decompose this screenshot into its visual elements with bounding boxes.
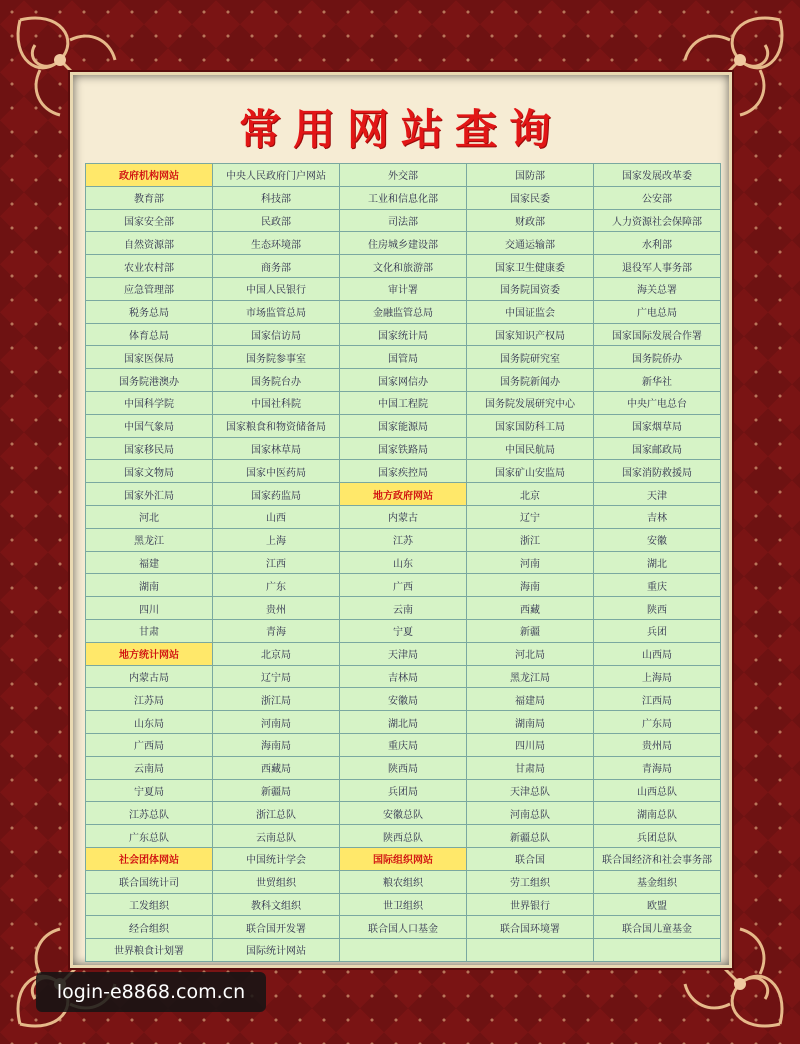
site-link[interactable]: 交通运输部	[467, 232, 594, 255]
site-link[interactable]: 联合国统计司	[86, 870, 213, 893]
site-link[interactable]: 湖南总队	[594, 802, 721, 825]
site-link[interactable]: 劳工组织	[467, 870, 594, 893]
site-link[interactable]: 司法部	[340, 209, 467, 232]
site-link[interactable]: 辽宁	[467, 505, 594, 528]
section-header: 国际组织网站	[340, 847, 467, 870]
site-link[interactable]: 湖北	[594, 551, 721, 574]
site-link[interactable]: 国家烟草局	[594, 414, 721, 437]
site-link[interactable]: 海南	[467, 574, 594, 597]
empty-cell	[340, 939, 467, 962]
table-row	[86, 711, 721, 734]
table-row	[86, 300, 721, 323]
site-link[interactable]: 人力资源社会保障部	[594, 209, 721, 232]
site-link[interactable]: 世界粮食计划署	[86, 939, 213, 962]
site-link[interactable]: 国家能源局	[340, 414, 467, 437]
site-link[interactable]: 河北局	[467, 642, 594, 665]
site-link[interactable]: 广东总队	[86, 825, 213, 848]
site-link[interactable]: 市场监管总局	[213, 300, 340, 323]
empty-cell	[594, 939, 721, 962]
site-link[interactable]: 上海局	[594, 665, 721, 688]
site-link[interactable]: 兵团局	[340, 779, 467, 802]
site-link[interactable]: 国家铁路局	[340, 437, 467, 460]
site-link[interactable]: 浙江总队	[213, 802, 340, 825]
site-link[interactable]: 国家卫生健康委	[467, 255, 594, 278]
site-link[interactable]: 江苏局	[86, 688, 213, 711]
table-row	[86, 939, 721, 962]
table-row	[86, 847, 721, 870]
site-link[interactable]: 江苏总队	[86, 802, 213, 825]
site-link[interactable]: 山西总队	[594, 779, 721, 802]
site-link[interactable]: 经合组织	[86, 916, 213, 939]
site-link[interactable]: 广电总局	[594, 300, 721, 323]
site-link[interactable]: 云南	[340, 597, 467, 620]
site-link[interactable]: 中国证监会	[467, 300, 594, 323]
site-link[interactable]: 安徽	[594, 528, 721, 551]
site-link[interactable]: 天津	[594, 483, 721, 506]
site-link[interactable]: 教育部	[86, 186, 213, 209]
site-link[interactable]: 中国民航局	[467, 437, 594, 460]
site-link[interactable]: 广东	[213, 574, 340, 597]
site-link[interactable]: 中国气象局	[86, 414, 213, 437]
site-link[interactable]: 商务部	[213, 255, 340, 278]
watermark: login-e8868.com.cn	[36, 972, 266, 1012]
site-link[interactable]: 福建局	[467, 688, 594, 711]
site-link[interactable]: 重庆局	[340, 733, 467, 756]
site-link[interactable]: 甘肃	[86, 619, 213, 642]
site-link[interactable]: 天津总队	[467, 779, 594, 802]
site-link[interactable]: 山西	[213, 505, 340, 528]
site-link[interactable]: 国家发展改革委	[594, 164, 721, 187]
site-link[interactable]: 四川局	[467, 733, 594, 756]
site-link[interactable]: 金融监管总局	[340, 300, 467, 323]
site-link[interactable]: 四川	[86, 597, 213, 620]
table-row	[86, 369, 721, 392]
table-row	[86, 619, 721, 642]
table-row	[86, 277, 721, 300]
site-link[interactable]: 中央人民政府门户网站	[213, 164, 340, 187]
site-link[interactable]: 公安部	[594, 186, 721, 209]
table-row	[86, 437, 721, 460]
site-link[interactable]: 国家中医药局	[213, 460, 340, 483]
site-link[interactable]: 国家文物局	[86, 460, 213, 483]
site-link[interactable]: 天津局	[340, 642, 467, 665]
site-link[interactable]: 应急管理部	[86, 277, 213, 300]
section-header: 地方统计网站	[86, 642, 213, 665]
site-link[interactable]: 江苏	[340, 528, 467, 551]
site-link[interactable]: 内蒙古	[340, 505, 467, 528]
site-link[interactable]: 国家网信办	[340, 369, 467, 392]
site-link[interactable]: 中国统计学会	[213, 847, 340, 870]
site-link[interactable]: 世界银行	[467, 893, 594, 916]
site-link[interactable]: 国务院新闻办	[467, 369, 594, 392]
table-row	[86, 574, 721, 597]
site-link[interactable]: 联合国	[467, 847, 594, 870]
site-link[interactable]: 联合国环境署	[467, 916, 594, 939]
site-link[interactable]: 新疆	[467, 619, 594, 642]
table-row	[86, 323, 721, 346]
site-link[interactable]: 陕西	[594, 597, 721, 620]
site-link[interactable]: 新华社	[594, 369, 721, 392]
site-link[interactable]: 财政部	[467, 209, 594, 232]
site-link[interactable]: 中央广电总台	[594, 391, 721, 414]
table-row	[86, 665, 721, 688]
site-link[interactable]: 黑龙江	[86, 528, 213, 551]
site-link[interactable]: 国家国防科工局	[467, 414, 594, 437]
site-link[interactable]: 民政部	[213, 209, 340, 232]
site-link[interactable]: 国务院港澳办	[86, 369, 213, 392]
site-link[interactable]: 安徽总队	[340, 802, 467, 825]
site-link[interactable]: 吉林局	[340, 665, 467, 688]
page-title: 常用网站查询	[238, 105, 563, 154]
table-row	[86, 688, 721, 711]
section-header: 政府机构网站	[86, 164, 213, 187]
site-link[interactable]: 新疆总队	[467, 825, 594, 848]
site-link[interactable]: 国家医保局	[86, 346, 213, 369]
site-link[interactable]: 广西	[340, 574, 467, 597]
site-link[interactable]: 国务院侨办	[594, 346, 721, 369]
site-link[interactable]: 国家粮食和物资储备局	[213, 414, 340, 437]
site-link[interactable]: 上海	[213, 528, 340, 551]
table-row	[86, 505, 721, 528]
site-link[interactable]: 联合国儿童基金	[594, 916, 721, 939]
table-row	[86, 460, 721, 483]
site-link[interactable]: 湖南局	[467, 711, 594, 734]
site-link[interactable]: 青海局	[594, 756, 721, 779]
site-link[interactable]: 河北	[86, 505, 213, 528]
site-link[interactable]: 中国工程院	[340, 391, 467, 414]
site-link[interactable]: 外交部	[340, 164, 467, 187]
site-link[interactable]: 水利部	[594, 232, 721, 255]
site-link[interactable]: 退役军人事务部	[594, 255, 721, 278]
site-link[interactable]: 国家消防救援局	[594, 460, 721, 483]
site-link[interactable]: 国家药监局	[213, 483, 340, 506]
site-link[interactable]: 国务院参事室	[213, 346, 340, 369]
table-row	[86, 733, 721, 756]
site-link[interactable]: 云南局	[86, 756, 213, 779]
site-link[interactable]: 审计署	[340, 277, 467, 300]
site-link[interactable]: 宁夏	[340, 619, 467, 642]
site-link[interactable]: 国家疾控局	[340, 460, 467, 483]
site-link[interactable]: 工发组织	[86, 893, 213, 916]
site-link[interactable]: 辽宁局	[213, 665, 340, 688]
site-link[interactable]: 内蒙古局	[86, 665, 213, 688]
content-panel	[70, 72, 732, 968]
site-link[interactable]: 中国人民银行	[213, 277, 340, 300]
site-link[interactable]: 广东局	[594, 711, 721, 734]
site-link[interactable]: 山东	[340, 551, 467, 574]
table-row	[86, 186, 721, 209]
site-link[interactable]: 国家信访局	[213, 323, 340, 346]
site-link[interactable]: 青海	[213, 619, 340, 642]
site-link[interactable]: 河南局	[213, 711, 340, 734]
site-link[interactable]: 农业农村部	[86, 255, 213, 278]
table-row	[86, 802, 721, 825]
site-link[interactable]: 国家知识产权局	[467, 323, 594, 346]
site-link[interactable]: 欧盟	[594, 893, 721, 916]
site-link[interactable]: 吉林	[594, 505, 721, 528]
site-link[interactable]: 税务总局	[86, 300, 213, 323]
site-link[interactable]: 国务院研究室	[467, 346, 594, 369]
site-link[interactable]: 江西局	[594, 688, 721, 711]
table-row	[86, 483, 721, 506]
site-link[interactable]: 浙江	[467, 528, 594, 551]
site-link[interactable]: 国家安全部	[86, 209, 213, 232]
site-link[interactable]: 浙江局	[213, 688, 340, 711]
table-row	[86, 164, 721, 187]
site-link[interactable]: 兵团总队	[594, 825, 721, 848]
site-link[interactable]: 贵州局	[594, 733, 721, 756]
site-link[interactable]: 生态环境部	[213, 232, 340, 255]
site-link[interactable]: 甘肃局	[467, 756, 594, 779]
site-link[interactable]: 基金组织	[594, 870, 721, 893]
site-link[interactable]: 重庆	[594, 574, 721, 597]
site-link[interactable]: 福建	[86, 551, 213, 574]
table-row	[86, 779, 721, 802]
site-link[interactable]: 国家林草局	[213, 437, 340, 460]
site-link[interactable]: 中国社科院	[213, 391, 340, 414]
site-link[interactable]: 工业和信息化部	[340, 186, 467, 209]
table-row	[86, 642, 721, 665]
table-row	[86, 916, 721, 939]
table-row	[86, 756, 721, 779]
table-row	[86, 825, 721, 848]
site-link[interactable]: 河南总队	[467, 802, 594, 825]
site-link[interactable]: 世卫组织	[340, 893, 467, 916]
section-header: 社会团体网站	[86, 847, 213, 870]
site-link[interactable]: 粮农组织	[340, 870, 467, 893]
site-link[interactable]: 湖南	[86, 574, 213, 597]
site-link[interactable]: 国家统计局	[340, 323, 467, 346]
site-link[interactable]: 西藏局	[213, 756, 340, 779]
site-link[interactable]: 科技部	[213, 186, 340, 209]
site-link[interactable]: 国务院发展研究中心	[467, 391, 594, 414]
table-row	[86, 209, 721, 232]
site-link[interactable]: 山西局	[594, 642, 721, 665]
table-row	[86, 597, 721, 620]
site-link[interactable]: 中国科学院	[86, 391, 213, 414]
site-link[interactable]: 陕西总队	[340, 825, 467, 848]
site-link[interactable]: 黑龙江局	[467, 665, 594, 688]
site-link[interactable]: 文化和旅游部	[340, 255, 467, 278]
section-header: 地方政府网站	[340, 483, 467, 506]
table-row	[86, 232, 721, 255]
site-link[interactable]: 联合国人口基金	[340, 916, 467, 939]
site-link[interactable]: 国管局	[340, 346, 467, 369]
site-link[interactable]: 江西	[213, 551, 340, 574]
site-link[interactable]: 国家移民局	[86, 437, 213, 460]
site-link[interactable]: 国际统计网站	[213, 939, 340, 962]
site-link[interactable]: 教科文组织	[213, 893, 340, 916]
site-link[interactable]: 联合国开发署	[213, 916, 340, 939]
site-link[interactable]: 海南局	[213, 733, 340, 756]
site-link[interactable]: 自然资源部	[86, 232, 213, 255]
site-link[interactable]: 国家民委	[467, 186, 594, 209]
site-link[interactable]: 陕西局	[340, 756, 467, 779]
site-link[interactable]: 国家国际发展合作署	[594, 323, 721, 346]
site-link[interactable]: 世贸组织	[213, 870, 340, 893]
site-link[interactable]: 住房城乡建设部	[340, 232, 467, 255]
site-link[interactable]: 宁夏局	[86, 779, 213, 802]
site-link[interactable]: 体育总局	[86, 323, 213, 346]
site-link[interactable]: 国务院国资委	[467, 277, 594, 300]
table-row	[86, 870, 721, 893]
site-link[interactable]: 联合国经济和社会事务部	[594, 847, 721, 870]
site-link[interactable]: 国防部	[467, 164, 594, 187]
site-link[interactable]: 山东局	[86, 711, 213, 734]
site-link[interactable]: 国家外汇局	[86, 483, 213, 506]
site-link[interactable]: 贵州	[213, 597, 340, 620]
table-row	[86, 893, 721, 916]
site-link[interactable]: 北京	[467, 483, 594, 506]
site-link[interactable]: 兵团	[594, 619, 721, 642]
site-link[interactable]: 广西局	[86, 733, 213, 756]
table-row	[86, 255, 721, 278]
site-link[interactable]: 云南总队	[213, 825, 340, 848]
site-link[interactable]: 新疆局	[213, 779, 340, 802]
site-link[interactable]: 安徽局	[340, 688, 467, 711]
site-link[interactable]: 湖北局	[340, 711, 467, 734]
site-link[interactable]: 国家邮政局	[594, 437, 721, 460]
site-link[interactable]: 海关总署	[594, 277, 721, 300]
site-link[interactable]: 北京局	[213, 642, 340, 665]
table-row	[86, 528, 721, 551]
table-row	[86, 391, 721, 414]
table-row	[86, 551, 721, 574]
empty-cell	[467, 939, 594, 962]
table-row	[86, 346, 721, 369]
site-link[interactable]: 国家矿山安监局	[467, 460, 594, 483]
site-link[interactable]: 西藏	[467, 597, 594, 620]
table-row	[86, 414, 721, 437]
site-link[interactable]: 河南	[467, 551, 594, 574]
site-link[interactable]: 国务院台办	[213, 369, 340, 392]
website-directory-table	[85, 163, 721, 962]
